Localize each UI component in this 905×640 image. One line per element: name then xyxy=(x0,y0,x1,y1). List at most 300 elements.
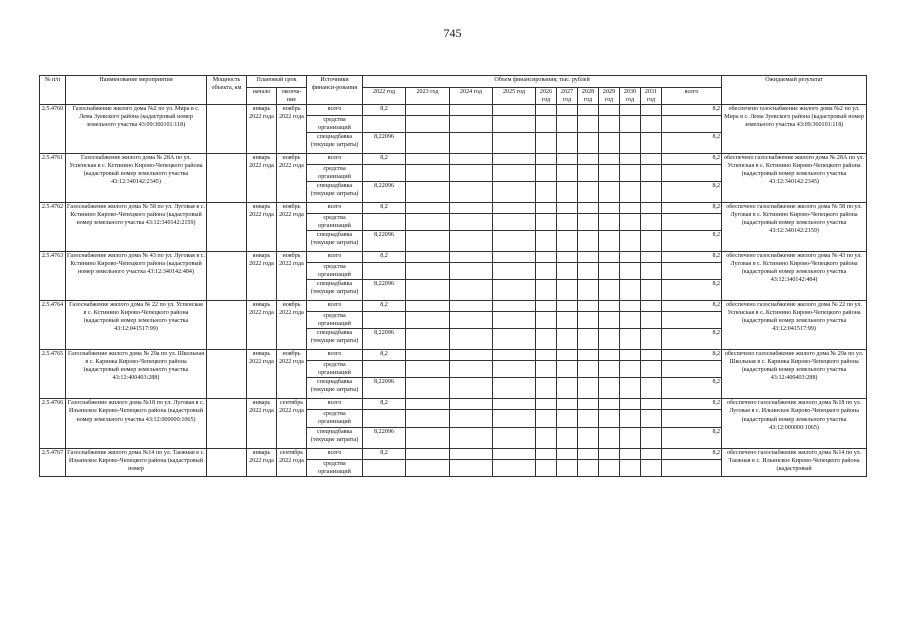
row-name: Газоснабжение жилого дома №18 по ул. Луговая в с. Ильинское Кирово-Чепецкого района (кадастровый номер земельного участка 43:12:000000:1065) xyxy=(66,399,207,448)
value-cell xyxy=(578,165,599,182)
value-cell xyxy=(493,263,536,280)
value-cell xyxy=(493,280,536,301)
value-cell xyxy=(599,399,620,410)
source-total: всего xyxy=(307,154,363,165)
value-2022-special: 8,22096 xyxy=(363,329,406,350)
value-cell xyxy=(406,427,450,448)
page-number: 745 xyxy=(443,26,462,40)
value-cell xyxy=(557,280,578,301)
row-num: 2.5.4762 xyxy=(40,203,66,252)
value-cell xyxy=(599,231,620,252)
value-cell xyxy=(641,116,662,133)
value-cell xyxy=(662,214,722,231)
row-name: Газоснабжение жилого дома №14 по ул. Таежная в с. Ильинское Кирово-Чепецкого района (кадастровый номер xyxy=(66,448,207,476)
table-row xyxy=(40,350,867,361)
value-cell xyxy=(599,116,620,133)
value-cell xyxy=(406,263,450,280)
value-cell xyxy=(599,459,620,476)
value-cell xyxy=(662,361,722,378)
value-cell xyxy=(536,399,557,410)
row-end: сентябрь 2022 года xyxy=(277,448,307,476)
value-cell xyxy=(599,214,620,231)
value-cell xyxy=(493,410,536,427)
row-num: 2.5.4766 xyxy=(40,399,66,448)
table-row xyxy=(40,252,867,263)
value-cell xyxy=(450,154,493,165)
value-2022-special: 8,22096 xyxy=(363,182,406,203)
value-cell xyxy=(641,203,662,214)
source-organizations: средства организаций xyxy=(307,116,363,133)
source-special: спецнадбавка (текущие затраты) xyxy=(307,378,363,399)
value-cell xyxy=(450,263,493,280)
value-cell xyxy=(620,231,641,252)
row-result: обеспечено газоснабжение жилого дома № 43 по ул. Луговая в с. Кстинино Кирово-Чепецкого района (кадастровый номер земельного участка 43:12:340142:484) xyxy=(722,252,867,301)
value-cell xyxy=(493,203,536,214)
row-result: обеспечено газоснабжение жилого дома № 29а по ул. Школьная в с. Каринка Кирово-Чепецкого района (кадастровый номер земельного участка 43:12:400403:288) xyxy=(722,350,867,399)
row-name: Газоснабжение жилого дома №2 по ул. Мира в с. Лема Зуевского района (кадастровый номер земельного участка 43:09:360101:118) xyxy=(66,105,207,154)
value-cell xyxy=(641,329,662,350)
table-row xyxy=(40,301,867,312)
value-cell xyxy=(557,378,578,399)
value-cell xyxy=(557,301,578,312)
value-cell xyxy=(620,154,641,165)
sum-total: 8,2 xyxy=(662,399,722,410)
source-total: всего xyxy=(307,350,363,361)
value-cell xyxy=(557,427,578,448)
source-special: спецнадбавка (текущие затраты) xyxy=(307,280,363,301)
value-cell xyxy=(450,427,493,448)
value-cell xyxy=(557,116,578,133)
value-cell xyxy=(620,329,641,350)
row-num: 2.5.4764 xyxy=(40,301,66,350)
value-cell xyxy=(557,361,578,378)
value-cell xyxy=(620,448,641,459)
value-cell xyxy=(557,410,578,427)
value-cell xyxy=(536,252,557,263)
value-cell xyxy=(620,263,641,280)
row-start: январь 2022 года xyxy=(247,203,277,252)
source-organizations: средства организаций xyxy=(307,361,363,378)
value-cell xyxy=(578,252,599,263)
value-cell xyxy=(557,165,578,182)
value-cell xyxy=(557,203,578,214)
value-cell xyxy=(450,231,493,252)
table-body xyxy=(40,105,867,477)
value-cell xyxy=(578,105,599,116)
row-name: Газоснабжение жилого дома № 43 по ул. Луговая в с. Кстинино Кирово-Чепецкого района (кадастровый номер земельного участка 43:12:340142:484) xyxy=(66,252,207,301)
value-cell xyxy=(599,378,620,399)
value-cell xyxy=(450,378,493,399)
value-cell xyxy=(450,165,493,182)
header-schedule: Плановый срок xyxy=(247,76,307,88)
value-cell xyxy=(578,361,599,378)
value-cell xyxy=(599,350,620,361)
table-header xyxy=(40,76,867,105)
row-start: январь 2022 года xyxy=(247,105,277,154)
value-cell xyxy=(450,329,493,350)
value-cell xyxy=(406,410,450,427)
value-cell xyxy=(599,154,620,165)
value-cell xyxy=(406,448,450,459)
row-name: Газоснабжение жилого дома № 29а по ул. Школьная в с. Каринка Кирово-Чепецкого района (кадастровый номер земельного участка 43:12:400403:288) xyxy=(66,350,207,399)
value-cell xyxy=(578,410,599,427)
value-cell xyxy=(641,165,662,182)
value-cell xyxy=(536,133,557,154)
value-cell xyxy=(493,105,536,116)
value-cell xyxy=(620,214,641,231)
sum-total: 8,2 xyxy=(662,448,722,459)
header-year-2024: 2024 год xyxy=(450,88,493,105)
row-capacity xyxy=(207,399,247,448)
value-cell xyxy=(536,312,557,329)
value-cell xyxy=(599,427,620,448)
value-2022-special: 8,22096 xyxy=(363,280,406,301)
header-name: Наименование мероприятия xyxy=(66,76,207,105)
row-end: ноябрь 2022 года xyxy=(277,105,307,154)
row-capacity xyxy=(207,105,247,154)
value-cell xyxy=(662,116,722,133)
value-cell xyxy=(599,329,620,350)
row-capacity xyxy=(207,252,247,301)
value-cell xyxy=(363,361,406,378)
row-name: Газоснабжение жилого дома № 22 по ул. Успенская в с. Кстинино Кирово-Чепецкого района (кадастровый номер земельного участка 43:12:041517:99) xyxy=(66,301,207,350)
sum-special: 8,2 xyxy=(662,231,722,252)
value-cell xyxy=(493,399,536,410)
value-2022-total: 8,2 xyxy=(363,203,406,214)
row-end: сентябрь 2022 года xyxy=(277,399,307,448)
row-num: 2.5.4760 xyxy=(40,105,66,154)
table-row xyxy=(40,105,867,116)
value-cell xyxy=(641,427,662,448)
source-total: всего xyxy=(307,203,363,214)
value-cell xyxy=(536,448,557,459)
value-cell xyxy=(578,154,599,165)
table-row xyxy=(40,154,867,165)
value-cell xyxy=(641,231,662,252)
value-cell xyxy=(536,378,557,399)
value-cell xyxy=(557,214,578,231)
value-cell xyxy=(578,427,599,448)
row-result: обеспечено газоснабжение жилого дома №14 по ул. Таежная в с. Ильинское Кирово-Чепецкого района (кадастровый xyxy=(722,448,867,476)
value-cell xyxy=(536,182,557,203)
value-cell xyxy=(450,280,493,301)
value-cell xyxy=(450,448,493,459)
value-cell xyxy=(578,350,599,361)
value-cell xyxy=(493,154,536,165)
value-cell xyxy=(641,448,662,459)
value-cell xyxy=(578,399,599,410)
value-cell xyxy=(620,361,641,378)
value-cell xyxy=(641,182,662,203)
value-cell xyxy=(641,280,662,301)
value-cell xyxy=(536,301,557,312)
value-cell xyxy=(406,105,450,116)
value-cell xyxy=(536,105,557,116)
value-cell xyxy=(641,410,662,427)
value-cell xyxy=(557,312,578,329)
value-cell xyxy=(450,312,493,329)
value-cell xyxy=(406,378,450,399)
value-cell xyxy=(536,410,557,427)
value-cell xyxy=(363,312,406,329)
source-organizations: средства организаций xyxy=(307,459,363,476)
value-cell xyxy=(641,214,662,231)
value-cell xyxy=(578,133,599,154)
value-cell xyxy=(450,214,493,231)
value-cell xyxy=(536,361,557,378)
source-organizations: средства организаций xyxy=(307,165,363,182)
source-special: спецнадбавка (текущие затраты) xyxy=(307,427,363,448)
value-cell xyxy=(662,312,722,329)
row-result: обеспечено газоснабжение жилого дома №2 по ул. Мира в с. Лема Зуевского района (кадастровый номер земельного участка 43:09:360101:118) xyxy=(722,105,867,154)
row-name: Газоснабжение жилого дома № 28А по ул. Успенская в с. Кстинино Кирово-Чепецкого района (кадастровый номер земельного участка 43:12:340142:2345) xyxy=(66,154,207,203)
value-cell xyxy=(363,116,406,133)
header-year-2023: 2023 год xyxy=(406,88,450,105)
value-cell xyxy=(557,133,578,154)
row-end: ноябрь 2022 года xyxy=(277,301,307,350)
value-cell xyxy=(620,133,641,154)
table-row xyxy=(40,399,867,410)
value-2022-total: 8,2 xyxy=(363,448,406,459)
value-cell xyxy=(662,165,722,182)
value-cell xyxy=(578,280,599,301)
sum-total: 8,2 xyxy=(662,105,722,116)
source-total: всего xyxy=(307,448,363,459)
value-cell xyxy=(620,252,641,263)
row-end: ноябрь 2022 года xyxy=(277,203,307,252)
row-capacity xyxy=(207,350,247,399)
value-cell xyxy=(578,329,599,350)
row-end: ноябрь 2022 года xyxy=(277,154,307,203)
source-special: спецнадбавка (текущие затраты) xyxy=(307,231,363,252)
value-cell xyxy=(620,105,641,116)
value-cell xyxy=(578,263,599,280)
table-row xyxy=(40,203,867,214)
value-cell xyxy=(406,459,450,476)
header-capacity: Мощность объекта, км xyxy=(207,76,247,105)
value-cell xyxy=(620,410,641,427)
value-cell xyxy=(493,312,536,329)
value-cell xyxy=(406,154,450,165)
row-name: Газоснабжение жилого дома № 58 по ул. Луговая в с. Кстинино Кирово-Чепецкого района (кадастровый номер земельного участка 43:12:340142:2159) xyxy=(66,203,207,252)
value-cell xyxy=(620,203,641,214)
value-cell xyxy=(493,301,536,312)
value-cell xyxy=(557,231,578,252)
value-cell xyxy=(406,301,450,312)
value-cell xyxy=(536,203,557,214)
value-cell xyxy=(493,350,536,361)
value-cell xyxy=(493,182,536,203)
value-cell xyxy=(450,252,493,263)
financing-table xyxy=(39,75,867,477)
value-cell xyxy=(641,378,662,399)
value-cell xyxy=(536,350,557,361)
row-result: обеспечено газоснабжение жилого дома № 28А по ул. Успенская в с. Кстинино Кирово-Чепецкого района (кадастровый номер земельного участка 43:12:340142:2345) xyxy=(722,154,867,203)
value-cell xyxy=(363,214,406,231)
sum-total: 8,2 xyxy=(662,301,722,312)
value-cell xyxy=(557,252,578,263)
value-cell xyxy=(578,312,599,329)
source-total: всего xyxy=(307,105,363,116)
value-cell xyxy=(536,231,557,252)
value-cell xyxy=(641,154,662,165)
value-2022-special: 8,22096 xyxy=(363,427,406,448)
row-capacity xyxy=(207,154,247,203)
row-result: обеспечено газоснабжение жилого дома №18 по ул. Луговая в с. Ильинское Кирово-Чепецкого района (кадастровый номер земельного участка 43:12:000000:1065) xyxy=(722,399,867,448)
source-total: всего xyxy=(307,301,363,312)
value-cell xyxy=(536,214,557,231)
value-cell xyxy=(406,329,450,350)
value-cell xyxy=(493,459,536,476)
value-cell xyxy=(557,154,578,165)
row-end: ноябрь 2022 года xyxy=(277,252,307,301)
row-start: январь 2022 года xyxy=(247,399,277,448)
value-cell xyxy=(578,378,599,399)
value-2022-total: 8,2 xyxy=(363,154,406,165)
value-cell xyxy=(406,203,450,214)
value-cell xyxy=(406,280,450,301)
value-cell xyxy=(406,133,450,154)
value-cell xyxy=(599,133,620,154)
value-cell xyxy=(578,301,599,312)
value-2022-total: 8,2 xyxy=(363,252,406,263)
sum-special: 8,2 xyxy=(662,133,722,154)
row-result: обеспечено газоснабжение жилого дома № 22 по ул. Успенская в с. Кстинино Кирово-Чепецкого района (кадастровый номер земельного участка 43:12:041517:99) xyxy=(722,301,867,350)
value-cell xyxy=(450,399,493,410)
value-cell xyxy=(599,182,620,203)
value-cell xyxy=(641,459,662,476)
value-cell xyxy=(599,280,620,301)
source-organizations: средства организаций xyxy=(307,410,363,427)
value-cell xyxy=(406,214,450,231)
value-cell xyxy=(536,280,557,301)
value-cell xyxy=(620,182,641,203)
value-cell xyxy=(578,116,599,133)
value-cell xyxy=(620,399,641,410)
value-cell xyxy=(557,182,578,203)
value-cell xyxy=(557,105,578,116)
source-total: всего xyxy=(307,252,363,263)
value-2022-total: 8,2 xyxy=(363,350,406,361)
value-cell xyxy=(641,301,662,312)
header-source: Источники финанси-рования xyxy=(307,76,363,105)
value-cell xyxy=(599,448,620,459)
value-cell xyxy=(599,361,620,378)
value-2022-special: 8,22096 xyxy=(363,231,406,252)
header-end: оконча-ние xyxy=(277,88,307,105)
value-cell xyxy=(406,350,450,361)
value-cell xyxy=(641,263,662,280)
header-result: Ожидаемый результат xyxy=(722,76,867,105)
row-num: 2.5.4761 xyxy=(40,154,66,203)
source-special: спецнадбавка (текущие затраты) xyxy=(307,133,363,154)
value-cell xyxy=(662,263,722,280)
row-start: январь 2022 года xyxy=(247,154,277,203)
row-capacity xyxy=(207,203,247,252)
value-cell xyxy=(363,165,406,182)
value-cell xyxy=(450,203,493,214)
value-cell xyxy=(578,448,599,459)
value-cell xyxy=(493,448,536,459)
value-cell xyxy=(493,165,536,182)
source-organizations: средства организаций xyxy=(307,312,363,329)
sum-special: 8,2 xyxy=(662,378,722,399)
value-cell xyxy=(557,329,578,350)
value-cell xyxy=(536,263,557,280)
value-cell xyxy=(406,182,450,203)
value-cell xyxy=(450,105,493,116)
row-capacity xyxy=(207,448,247,476)
value-cell xyxy=(641,399,662,410)
value-cell xyxy=(620,350,641,361)
row-num: 2.5.4767 xyxy=(40,448,66,476)
value-cell xyxy=(450,410,493,427)
value-cell xyxy=(620,459,641,476)
value-cell xyxy=(406,361,450,378)
value-cell xyxy=(406,312,450,329)
value-cell xyxy=(557,448,578,459)
value-cell xyxy=(557,399,578,410)
value-cell xyxy=(599,252,620,263)
source-special: спецнадбавка (текущие затраты) xyxy=(307,329,363,350)
source-special: спецнадбавка (текущие затраты) xyxy=(307,182,363,203)
header-financing: Объем финансирования, тыс. рублей xyxy=(363,76,722,88)
value-cell xyxy=(493,214,536,231)
value-cell xyxy=(641,361,662,378)
value-cell xyxy=(641,312,662,329)
row-capacity xyxy=(207,301,247,350)
table-row xyxy=(40,448,867,459)
value-cell xyxy=(599,165,620,182)
value-cell xyxy=(641,252,662,263)
value-cell xyxy=(493,329,536,350)
value-cell xyxy=(363,459,406,476)
header-year-2028: 2028 год xyxy=(578,88,599,105)
row-start: январь 2022 года xyxy=(247,448,277,476)
value-cell xyxy=(536,154,557,165)
source-total: всего xyxy=(307,399,363,410)
value-cell xyxy=(450,133,493,154)
value-cell xyxy=(599,203,620,214)
value-cell xyxy=(620,116,641,133)
value-cell xyxy=(536,459,557,476)
value-cell xyxy=(620,378,641,399)
sum-total: 8,2 xyxy=(662,203,722,214)
row-end: ноябрь 2022 года xyxy=(277,350,307,399)
value-2022-special: 8,22096 xyxy=(363,133,406,154)
header-year-2030: 2030 год xyxy=(620,88,641,105)
value-cell xyxy=(406,252,450,263)
header-total: всего xyxy=(662,88,722,105)
value-2022-total: 8,2 xyxy=(363,399,406,410)
value-cell xyxy=(493,378,536,399)
header-year-2031: 2031 год xyxy=(641,88,662,105)
header-start: начало xyxy=(247,88,277,105)
header-year-2027: 2027 год xyxy=(557,88,578,105)
sum-total: 8,2 xyxy=(662,154,722,165)
value-cell xyxy=(557,263,578,280)
value-cell xyxy=(450,459,493,476)
value-cell xyxy=(599,263,620,280)
value-cell xyxy=(363,410,406,427)
value-cell xyxy=(493,133,536,154)
header-year-2029: 2029 год xyxy=(599,88,620,105)
value-cell xyxy=(620,312,641,329)
sum-special: 8,2 xyxy=(662,427,722,448)
header-year-2022: 2022 год xyxy=(363,88,406,105)
row-num: 2.5.4765 xyxy=(40,350,66,399)
value-cell xyxy=(536,427,557,448)
